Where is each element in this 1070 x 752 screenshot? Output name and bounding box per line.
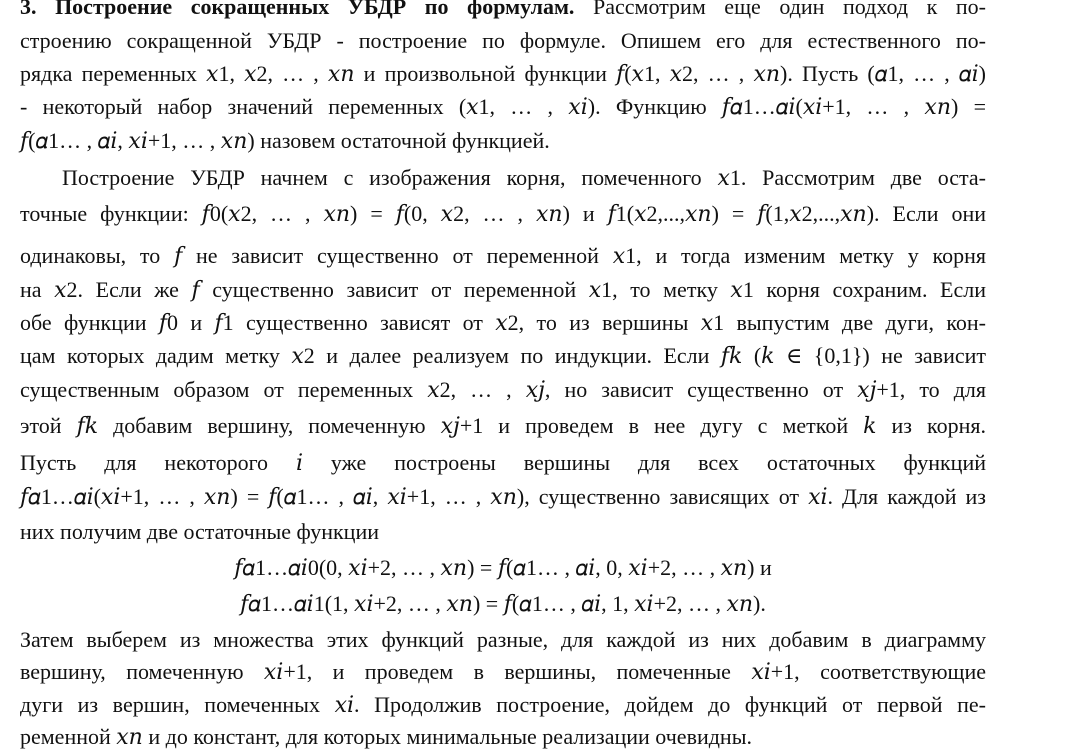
paragraph-2-line-3: одинаковы, то 𝑓 не зависит существенно от переменной 𝑥1, и тогда изменим метку у корня bbox=[20, 243, 986, 268]
paragraph-2-line-11: них получим две остаточные функции bbox=[20, 519, 380, 544]
text-line-3: рядка переменных 𝑥1, 𝑥2, … , 𝑥𝑛 и произвольной функции 𝑓(𝑥1, 𝑥2, … , 𝑥𝑛). Пусть (𝛼1, … , 𝛼𝑖) bbox=[20, 61, 986, 86]
paragraph-3-line-3: дуги из вершин, помеченных 𝑥𝑖. Продолжив построение, дойдем до функций от первой пе- bbox=[20, 692, 986, 717]
formula-line-1: 𝑓𝛼1…𝛼𝑖0(0, 𝑥𝑖+2, … , 𝑥𝑛) = 𝑓(𝛼1… , 𝛼𝑖, 0, 𝑥𝑖+2, … , 𝑥𝑛) и bbox=[234, 555, 772, 580]
paragraph-3-line-1: Затем выберем из множества этих функций разные, для каждой из них добавим в диаграмму bbox=[20, 627, 986, 652]
section-heading: 3. Построение сокращенных УБДР по формулам. bbox=[20, 0, 575, 19]
paragraph-2-line-2: точные функции: 𝑓0(𝑥2, … , 𝑥𝑛) = 𝑓(0, 𝑥2, … , 𝑥𝑛) и 𝑓1(𝑥2,...,𝑥𝑛) = 𝑓(1,𝑥2,...,𝑥𝑛). Если они bbox=[20, 201, 986, 226]
paragraph-3-line-4: ременной 𝑥𝑛 и до констант, для которых минимальные реализации очевидны. bbox=[20, 724, 752, 749]
text-line-1 bbox=[20, 0, 986, 20]
paragraph-2-line-8: этой 𝑓𝑘 добавим вершину, помеченную 𝑥𝑗+1 и проведем в нее дугу с меткой 𝑘 из корня. bbox=[20, 413, 986, 438]
formula-line-2: 𝑓𝛼1…𝛼𝑖1(1, 𝑥𝑖+2, … , 𝑥𝑛) = 𝑓(𝛼1… , 𝛼𝑖, 1, 𝑥𝑖+2, … , 𝑥𝑛). bbox=[240, 591, 766, 616]
paragraph-2-line-9: Пусть для некоторого 𝑖 уже построены вершины для всех остаточных функций bbox=[20, 450, 986, 475]
paragraph-2-line-5: обе функции 𝑓0 и 𝑓1 существенно зависят от 𝑥2, то из вершины 𝑥1 выпустим две дуги, кон- bbox=[20, 310, 986, 335]
paragraph-2-line-10: 𝑓𝛼1…𝛼𝑖(𝑥𝑖+1, … , 𝑥𝑛) = 𝑓(𝛼1… , 𝛼𝑖, 𝑥𝑖+1, … , 𝑥𝑛), существенно зависящих от 𝑥𝑖. Для каждой из bbox=[20, 484, 986, 509]
text-line-4: - некоторый набор значений переменных (𝑥1, … , 𝑥𝑖). Функцию 𝑓𝛼1…𝛼𝑖(𝑥𝑖+1, … , 𝑥𝑛) = bbox=[20, 94, 986, 119]
paragraph-2-line-7: существенным образом от переменных 𝑥2, … , 𝑥𝑗, но зависит существенно от 𝑥𝑗+1, то для bbox=[20, 377, 986, 402]
text-run: Рассмотрим еще один подход к по- bbox=[574, 0, 986, 19]
text-line-5: 𝑓(𝛼1… , 𝛼𝑖, 𝑥𝑖+1, … , 𝑥𝑛) назовем остаточной функцией. bbox=[20, 128, 550, 153]
paragraph-2-line-1: Построение УБДР начнем с изображения корня, помеченного 𝑥1. Рассмотрим две оста- bbox=[62, 165, 986, 190]
paragraph-3-line-2: вершину, помеченную 𝑥𝑖+1, и проведем в вершины, помеченные 𝑥𝑖+1, соответствующие bbox=[20, 659, 986, 684]
paragraph-2-line-6: цам которых дадим метку 𝑥2 и далее реализуем по индукции. Если 𝑓𝑘 (𝑘 ∈ {0,1}) не зависит bbox=[20, 343, 986, 368]
text-line-2: строению сокращенной УБДР - построение по формуле. Опишем его для естественного по- bbox=[20, 28, 986, 53]
paragraph-2-line-4: на 𝑥2. Если же 𝑓 существенно зависит от переменной 𝑥1, то метку 𝑥1 корня сохраним. Если bbox=[20, 277, 986, 302]
